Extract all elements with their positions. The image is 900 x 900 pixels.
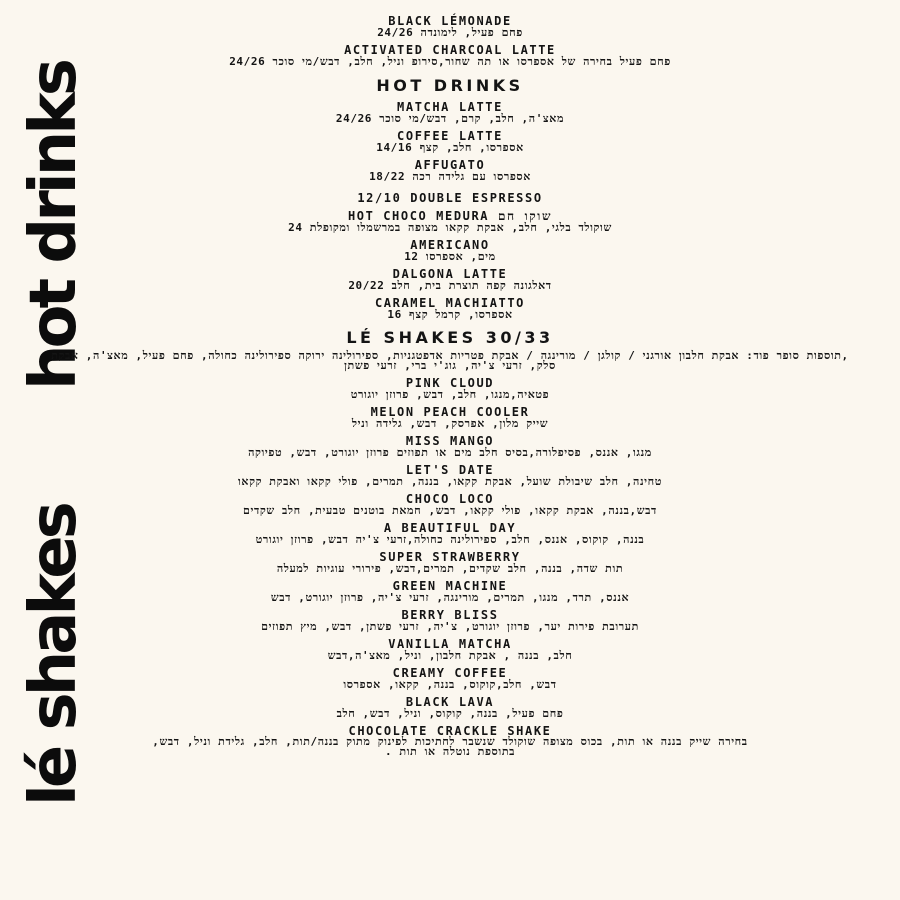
section-title-le-shakes: LÉ SHAKES 30/33	[346, 328, 554, 347]
item-description: חלב, בננה , אבקת חלבון, וניל, מאצ'ה,דבש	[327, 649, 573, 662]
menu-item-matcha-latte	[0, 101, 900, 124]
addons-description: ,תוספות סופר פוד: אבקת חלבון אורגני / קולגן / מורינגה / אבקת פטריות אדפטגניות, ספירולינה ירוקה ספירולינה כחולה, פחם פעיל, מאצ'ה, אבקת סלק, זרעי צ'יה, גוג'י ברי, זרעי פשתן	[51, 349, 849, 372]
menu-item-vanilla-matcha	[0, 638, 900, 661]
item-name: MATCHA LATTE	[397, 100, 503, 114]
item-name: MELON PEACH COOLER	[370, 405, 530, 419]
menu-column	[0, 15, 900, 763]
item-description: שוקולד בלגי, חלב, אבקת קקאו מצופה במרשמלו ומקופלת 24	[288, 221, 612, 234]
menu-item-green-machine	[0, 580, 900, 603]
item-description: בננה, קוקוס, אננס, חלב, ספירולינה כחולה,זרעי צ'יה דבש, פרוזן יוגורט	[255, 533, 645, 546]
item-name: DALGONA LATTE	[392, 267, 508, 281]
section-title-hot-drinks: HOT DRINKS	[376, 76, 524, 95]
item-name: CREAMY COFFEE	[392, 666, 508, 680]
item-description: טחינה, חלב שיבולת שועל, אבקת קקאו, בננה, תמרים, פולי קקאו ואבקת קקאו	[238, 475, 662, 488]
item-description: דאלגונה קפה תוצרת בית, חלב 20/22	[348, 279, 552, 292]
menu-item-black-lava	[0, 696, 900, 719]
item-description: פטאיה,מנגו, חלב, דבש, פרוזן יוגורט	[350, 388, 550, 401]
menu-item-coffee-latte	[0, 130, 900, 153]
side-label-hot-drinks: hot drinks	[17, 62, 91, 390]
item-description: אספרסו, קרמל קצף 16	[387, 308, 513, 321]
item-name: CHOCOLATE CRACKLE SHAKE	[348, 724, 552, 738]
menu-item-miss-mango	[0, 435, 900, 458]
menu-item-creamy-coffee	[0, 667, 900, 690]
item-name: HOT CHOCO MEDURA שוקו חם	[347, 209, 553, 223]
item-description: בחירה שייק בננה או תות, בכוס מצופה שוקולד שנשבר לחתיכות לפינוק מתוק בננה/תות, חלב, גלידת וניל, דבש, בתוספת נוטלה או תות .	[152, 735, 748, 758]
item-name: LET'S DATE	[405, 463, 495, 477]
item-name: AMERICANO	[410, 238, 490, 252]
item-name: 12/10 DOUBLE ESPRESSO	[357, 191, 543, 205]
menu-item-a-beautiful-day	[0, 522, 900, 545]
item-description: דבש,בננה, אבקת קקאו, פולי קקאו, דבש, חמאת בוטנים טבעית, חלב שקדים	[243, 504, 657, 517]
item-name: BERRY BLISS	[401, 608, 499, 622]
item-name: SUPER STRAWBERRY	[379, 550, 521, 564]
superfood-addons	[0, 351, 900, 371]
menu-item-affugato	[0, 159, 900, 182]
menu-item-americano	[0, 239, 900, 262]
item-name: CARAMEL MACHIATTO	[374, 296, 526, 310]
item-name: GREEN MACHINE	[392, 579, 508, 593]
item-name: VANILLA MATCHA	[388, 637, 512, 651]
item-description: דבש, חלב,קוקוס, בננה, קקאו, אספרסו	[343, 678, 557, 691]
menu-item-choco-loco	[0, 493, 900, 516]
item-name: PINK CLOUD	[405, 376, 495, 390]
menu-item-black-lemonade	[0, 15, 900, 38]
item-description: מאצ'ה, חלב, קרם, דבש/מי סוכר 24/26	[335, 112, 565, 125]
item-description: פחם פעיל בחירה של אספרסו או תה שחור,סירופ וניל, חלב, דבש/מי סוכר 24/26	[229, 55, 671, 68]
item-name: MISS MANGO	[405, 434, 495, 448]
menu-item-super-strawberry	[0, 551, 900, 574]
item-name: A BEAUTIFUL DAY	[383, 521, 517, 535]
menu-item-berry-bliss	[0, 609, 900, 632]
item-name: ACTIVATED CHARCOAL LATTE	[344, 43, 556, 57]
side-label-le-shakes: lé shakes	[17, 505, 91, 806]
item-description: פחם פעיל, בננה, קוקוס, וניל, דבש, חלב	[336, 707, 564, 720]
item-description: פחם פעיל, לימונדה 24/26	[377, 26, 523, 39]
item-description: אספרסו עם גלידה רכה 18/22	[369, 170, 531, 183]
item-name: COFFEE LATTE	[397, 129, 503, 143]
item-name: AFFUGATO	[414, 158, 486, 172]
menu-item-dalgona-latte	[0, 268, 900, 291]
item-name: BLACK LÉMONADE	[388, 14, 512, 28]
menu-item-chocolate-crackle-shake	[0, 725, 900, 757]
item-description: אספרסו, חלב, קצף 14/16	[376, 141, 524, 154]
menu-item-melon-peach-cooler	[0, 406, 900, 429]
menu-item-pink-cloud	[0, 377, 900, 400]
item-description: מים, אספרסו 12	[404, 250, 496, 263]
item-name: CHOCO LOCO	[405, 492, 495, 506]
menu-item-lets-date	[0, 464, 900, 487]
item-description: אננס, תרד, מנגו, תמרים, מורינגה, זרעי צ'יה, פרוזן יוגורט, דבש	[270, 591, 630, 604]
item-description: תות שדה, בננה, חלב שקדים, תמרים,דבש, פירורי עוגיות למעלה	[276, 562, 624, 575]
item-description: שייק מלון, אפרסק, דבש, גלידה וניל	[351, 417, 549, 430]
item-description: מנגו, אננס, פסיפלורה,בסיס חלב מים או תפוזים פרוזן יוגורט, דבש, טפיוקה	[248, 446, 652, 459]
menu-item-hot-choco-medura	[0, 210, 900, 233]
menu-item-activated-charcoal-latte	[0, 44, 900, 67]
item-description: תערובת פירות יער, פרוזן יוגורט, צ'יה, זרעי פשתן, דבש, מיץ תפוזים	[261, 620, 639, 633]
menu-item-caramel-machiatto	[0, 297, 900, 320]
menu-item-double-espresso	[0, 192, 900, 204]
item-name: BLACK LAVA	[405, 695, 495, 709]
